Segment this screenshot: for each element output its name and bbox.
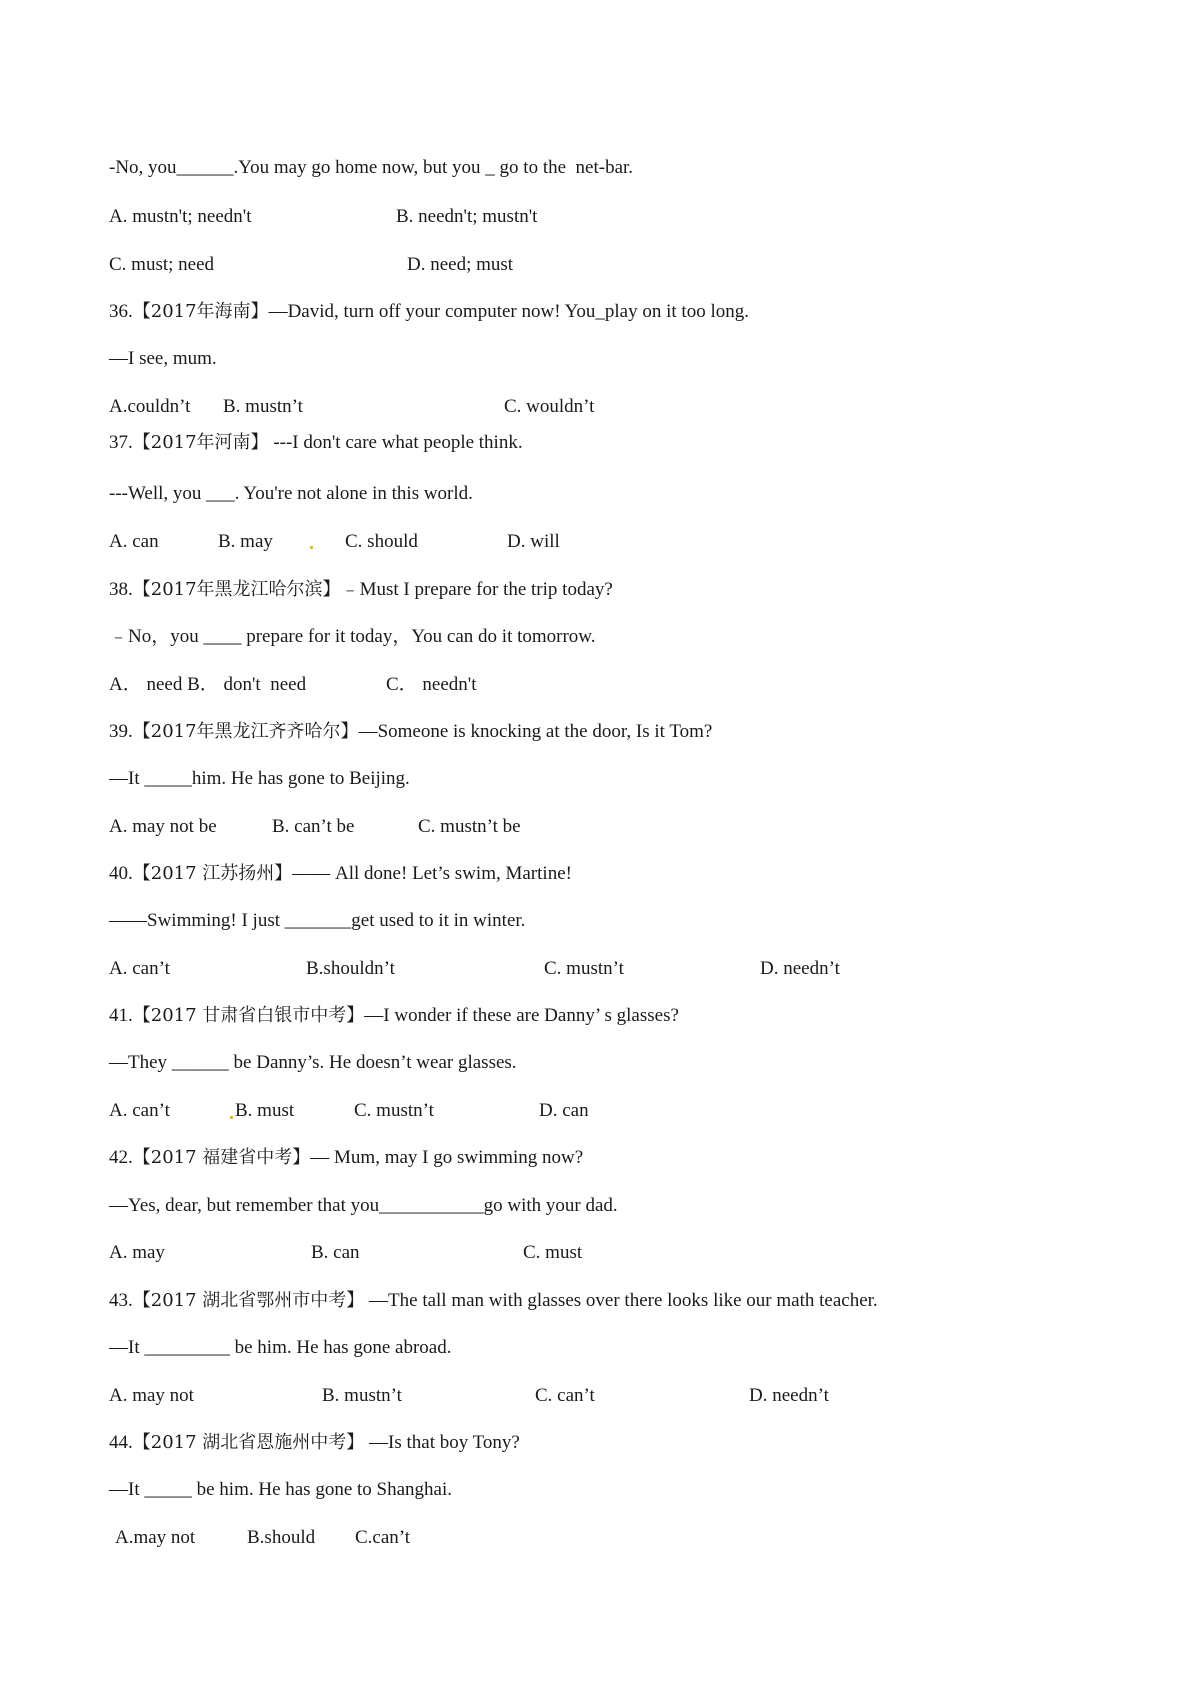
question-39-response: —It _____him. He has gone to Beijing. (109, 768, 410, 789)
option-a-b: A． need B． don't need (109, 674, 307, 695)
option-c: C. mustn’t (544, 958, 624, 979)
option-c: C. mustn’t (354, 1100, 434, 1121)
option-c: C. mustn’t be (418, 816, 521, 837)
question-text: —Someone is knocking at the door, Is it Tom? (358, 721, 713, 742)
question-text: —I wonder if these are Danny’ s glasses? (364, 1005, 679, 1026)
question-36 (109, 300, 749, 324)
option-a: A.may not (115, 1527, 196, 1548)
question-38-response: ﹣No，you ____ prepare for it today，You can do it tomorrow. (109, 626, 596, 647)
stray-mark (310, 546, 313, 549)
question-36-response: —I see, mum. (109, 348, 217, 369)
question-source: 【2017 湖北省鄂州市中考】 (132, 1290, 365, 1311)
question-number: 42. (109, 1147, 133, 1168)
question-number: 41. (109, 1005, 133, 1026)
question-41-response: —They ______ be Danny’s. He doesn’t wear glasses. (109, 1052, 517, 1073)
question-text: —The tall man with glasses over there looks like our math teacher. (364, 1290, 878, 1311)
stray-mark (230, 1116, 233, 1119)
option-d: D. will (507, 531, 560, 552)
option-a: A. may not be (109, 816, 217, 837)
question-35-answer-line: -No, you______.You may go home now, but you _ go to the net-bar. (109, 157, 634, 178)
question-43 (109, 1289, 878, 1313)
question-44-response: —It _____ be him. He has gone to Shanghai. (109, 1479, 453, 1500)
question-source: 【2017 江苏扬州】 (132, 863, 293, 884)
option-b: B. needn't; mustn't (396, 206, 538, 227)
option-a: A. mustn't; needn't (109, 206, 252, 227)
option-a: A. may (109, 1242, 165, 1263)
question-43-response: —It _________ be him. He has gone abroad. (109, 1337, 452, 1358)
question-number: 44. (109, 1432, 133, 1453)
option-b: B. can’t be (272, 816, 355, 837)
question-number: 36. (109, 301, 133, 322)
question-source: 【2017年黑龙江哈尔滨】 (132, 579, 341, 600)
option-d: D. can (539, 1100, 589, 1121)
option-c: C. wouldn’t (504, 396, 595, 417)
question-source: 【2017 湖北省恩施州中考】 (132, 1432, 365, 1453)
question-37-response: ---Well, you ___. You're not alone in this world. (109, 483, 473, 504)
option-b: B. may (218, 531, 273, 552)
question-source: 【2017年河南】 (132, 432, 269, 453)
option-c: C. should (345, 531, 418, 552)
option-c: C. can’t (535, 1385, 595, 1406)
question-39 (109, 720, 712, 744)
question-source: 【2017 福建省中考】 (132, 1147, 311, 1168)
option-a: A.couldn’t (109, 396, 191, 417)
question-text: — Mum, may I go swimming now? (310, 1147, 584, 1168)
question-text: —David, turn off your computer now! You_play on it too long. (268, 301, 749, 322)
question-source: 【2017 甘肃省白银市中考】 (132, 1005, 365, 1026)
question-text: —— All done! Let’s swim, Martine! (292, 863, 572, 884)
option-b: B.should (247, 1527, 316, 1548)
question-text: ---I don't care what people think. (268, 432, 523, 453)
question-38 (109, 578, 613, 602)
option-c: C.can’t (355, 1527, 411, 1548)
question-40 (109, 862, 572, 886)
option-d: D. need; must (407, 254, 514, 275)
question-42 (109, 1146, 583, 1170)
option-b: B. must (235, 1100, 295, 1121)
question-42-response: —Yes, dear, but remember that you___________go with your dad. (109, 1195, 618, 1216)
option-a: A. can’t (109, 958, 170, 979)
option-a: A. may not (109, 1385, 194, 1406)
question-number: 37. (109, 432, 133, 453)
option-d: D. needn’t (760, 958, 840, 979)
option-b: B. mustn’t (322, 1385, 402, 1406)
option-a: A. can (109, 531, 159, 552)
question-number: 43. (109, 1290, 133, 1311)
question-41 (109, 1004, 679, 1028)
question-number: 38. (109, 579, 133, 600)
question-source: 【2017年海南】 (132, 301, 269, 322)
option-c: C. must (523, 1242, 583, 1263)
question-text: —Is that boy Tony? (364, 1432, 520, 1453)
question-number: 40. (109, 863, 133, 884)
option-a: A. can’t (109, 1100, 170, 1121)
question-text: ﹣Must I prepare for the trip today? (340, 579, 613, 600)
question-source: 【2017年黑龙江齐齐哈尔】 (132, 721, 359, 742)
question-37 (109, 431, 523, 455)
question-44 (109, 1431, 520, 1455)
option-c: C． needn't (386, 674, 477, 695)
option-c: C. must; need (109, 254, 215, 275)
option-b: B. mustn’t (223, 396, 303, 417)
option-b: B.shouldn’t (306, 958, 395, 979)
question-40-response: ——Swimming! I just _______get used to it in winter. (109, 910, 526, 931)
option-b: B. can (311, 1242, 360, 1263)
question-number: 39. (109, 721, 133, 742)
option-d: D. needn’t (749, 1385, 829, 1406)
